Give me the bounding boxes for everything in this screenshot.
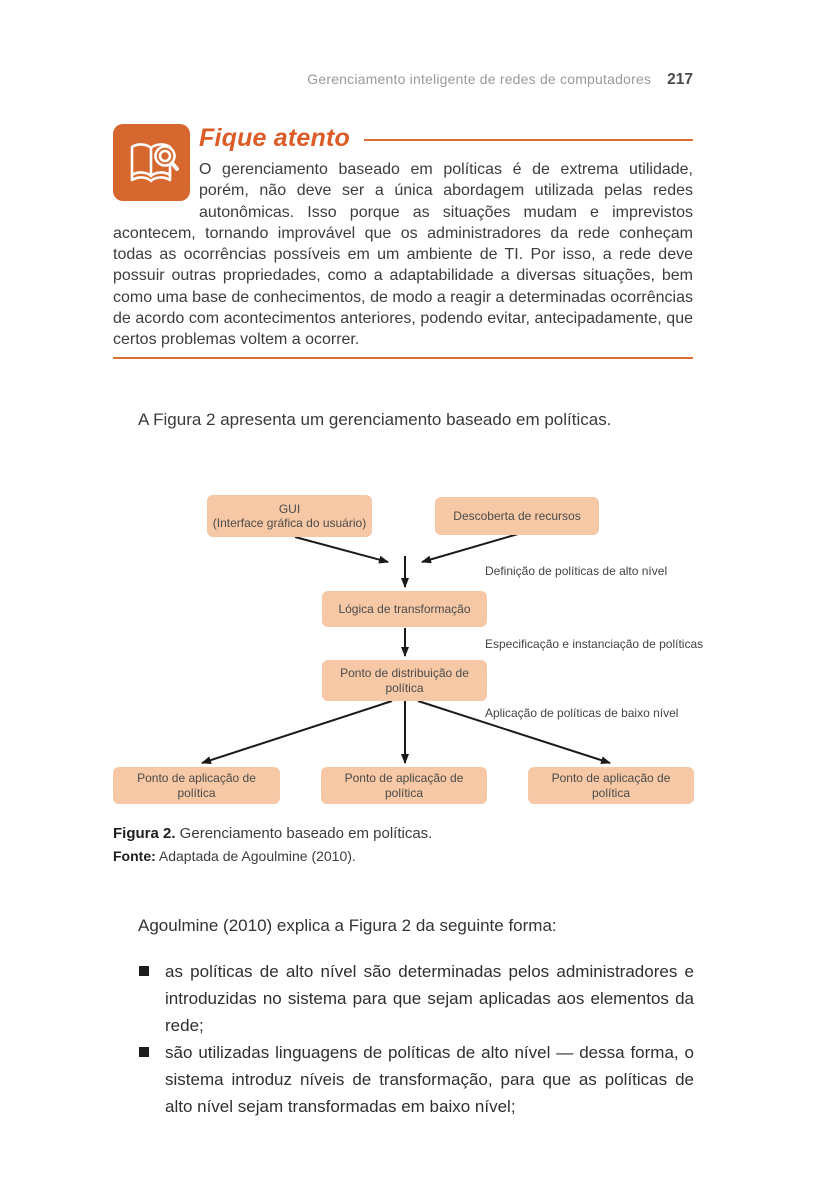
page-number: 217 [667, 71, 693, 88]
list-item [138, 1039, 694, 1120]
fique-atento-callout [113, 122, 693, 351]
callout-body-text: O gerenciamento baseado em políticas é de extrema utilidade, porém, não deve ser a única abordagem utilizada pelas redes autonômicas. Isso porque as situações mudam e imprevistos acontecem, tornando improvável que os administradores da rede conheçam todas as ocorrências possíveis em um ambiente de TI. Por isso, a rede deve possuir outras propriedades, como a adaptabilidade a diversas situações, bem como uma base de conhecimentos, de modo a reagir a determinadas ocorrências de acordo com acontecimentos anteriores, podendo evitar, antecipadamente, que certos problemas voltem a ocorrer. [113, 161, 693, 349]
bullet-square-icon [139, 1047, 149, 1057]
node-policy-enforcement-center: Ponto de aplicação de política [321, 767, 487, 804]
node-policy-enforcement-left: Ponto de aplicação de política [113, 767, 280, 804]
edge-label-high-level-definition: Definição de políticas de alto nível [485, 564, 668, 578]
figure-caption [113, 822, 693, 867]
page-header [113, 71, 693, 89]
node-resource-discovery: Descoberta de recursos [435, 497, 599, 535]
node-gui-line1: GUI [278, 501, 301, 516]
edge-label-low-level-application: Aplicação de políticas de baixo nível [485, 706, 679, 720]
list-item [138, 958, 694, 1039]
callout-bottom-rule [113, 357, 693, 359]
source-text: Adaptada de Agoulmine (2010). [155, 848, 356, 864]
book-magnifier-icon [113, 124, 190, 201]
bullet-square-icon [139, 966, 149, 976]
node-transformation-logic: Lógica de transformação [322, 591, 487, 627]
figure-label: Figura 2. [113, 825, 176, 842]
node-gui-line2: (Interface gráfica do usuário) [212, 516, 367, 530]
bullet-text: as políticas de alto nível são determinadas pelos administradores e introduzidas no sistema para que sejam aplicadas aos elementos da rede; [165, 962, 694, 1035]
source-label: Fonte: [113, 848, 156, 864]
node-policy-enforcement-right: Ponto de aplicação de política [528, 767, 694, 804]
running-title: Gerenciamento inteligente de redes de computadores [307, 71, 652, 87]
explanation-intro: Agoulmine (2010) explica a Figura 2 da seguinte forma: [138, 916, 557, 935]
bullet-list [138, 958, 694, 1120]
edge-label-specification-instantiation: Especificação e instanciação de políticas [485, 637, 704, 651]
callout-title-rule [364, 139, 693, 141]
figure-title: Gerenciamento baseado em políticas. [175, 825, 433, 842]
figure-2-diagram [0, 480, 827, 820]
node-policy-distribution-point: Ponto de distribuição de política [322, 660, 487, 701]
node-gui [207, 495, 372, 537]
intro-paragraph: A Figura 2 apresenta um gerenciamento baseado em políticas. [138, 410, 612, 429]
bullet-text: são utilizadas linguagens de políticas de alto nível — dessa forma, o sistema introduz níveis de transformação, para que as políticas de alto nível sejam transformadas em baixo nível; [165, 1043, 694, 1116]
callout-header [199, 122, 693, 154]
callout-title: Fique atento [199, 123, 351, 152]
